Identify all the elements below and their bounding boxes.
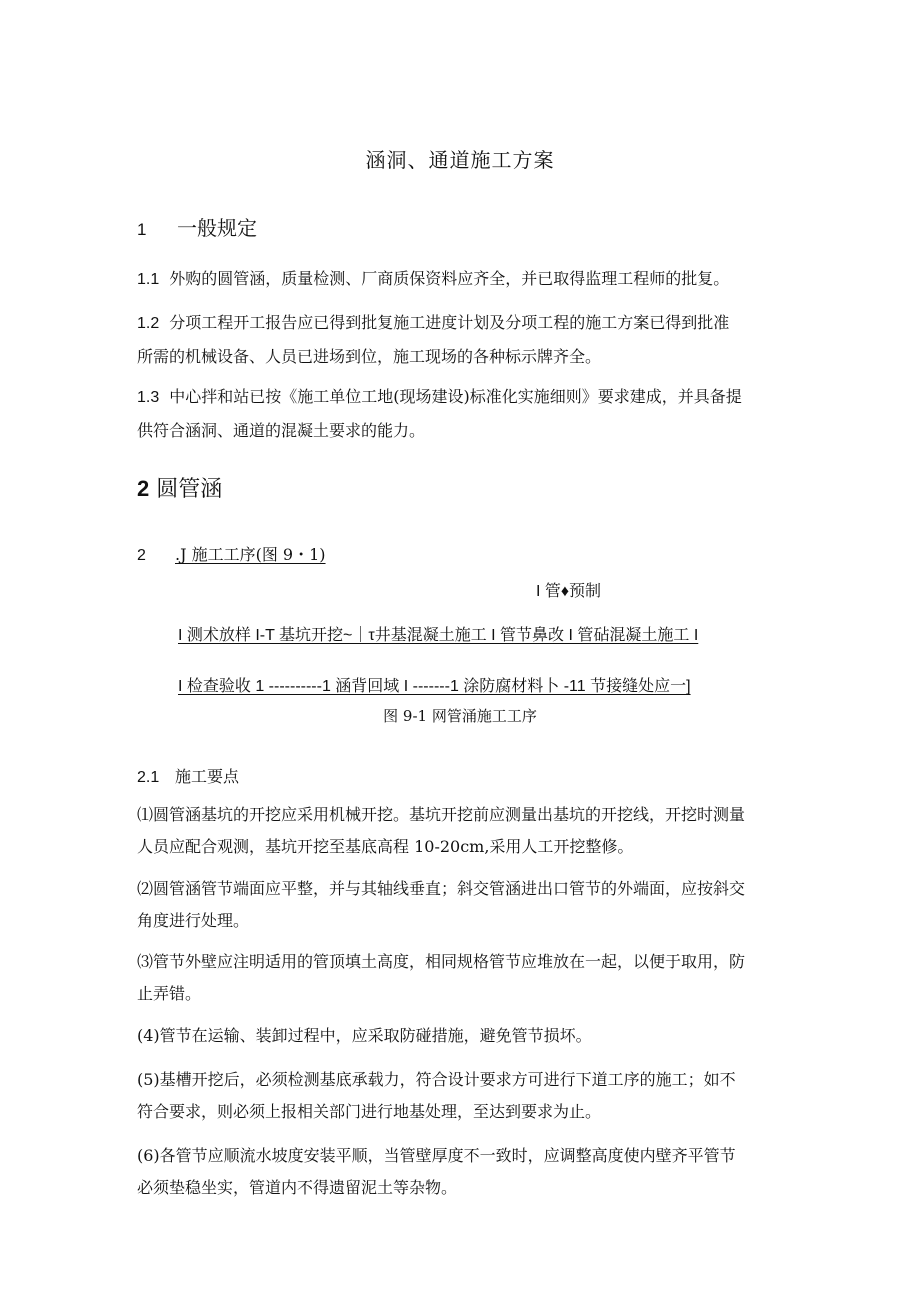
item-1-3-number: 1.3 <box>137 389 160 406</box>
item-1-1-text: 外购的圆管涵，质量检测、厂商质保资料应齐全，并已取得监理工程师的批复。 <box>169 269 730 288</box>
section1-number: 1 <box>137 220 147 239</box>
section2-title: 圆管涵 <box>156 477 223 502</box>
item-1-2 <box>137 306 729 373</box>
point-6-line1: (6)各管节应顺流水坡度安装平顺，当管壁厚度不一致时，应调整高度使内壁齐平管节 <box>137 1146 736 1165</box>
item-1-2-line1: 分项工程开工报告应已得到批复施工进度计划及分项工程的施工方案已得到批准 <box>169 313 730 332</box>
point-3-line1: ⑶管节外壁应注明适用的管顶填土高度，相同规格管节应堆放在一起，以便于取用，防 <box>137 952 746 971</box>
point-5 <box>137 1064 736 1128</box>
point-6-line2: 必须垫稳坐实，管道内不得遗留泥土等杂物。 <box>137 1178 458 1197</box>
section2-number: 2 <box>137 476 150 501</box>
point-2 <box>137 873 745 937</box>
point-1-line2: 人员应配合观测，基坑开挖至基底高程 10-20cm,采用人工开挖整修。 <box>137 837 634 856</box>
item-1-3 <box>137 380 742 447</box>
flow-precast-node: I 管♦预制 <box>536 583 602 600</box>
item-1-3-line1: 中心拌和站已按《施工单位工地(现场建设)标准化实施细则》要求建成，并具备提 <box>169 387 742 406</box>
point-5-line2: 符合要求，则必须上报相关部门进行地基处理，至达到要求为止。 <box>137 1102 602 1121</box>
subsection-2-0-heading <box>137 542 326 565</box>
subsection-2-1-title: 施工要点 <box>175 767 240 786</box>
subsection-2-1-heading <box>137 764 239 787</box>
item-1-2-line2: 所需的机械设备、人员已进场到位，施工现场的各种标示牌齐全。 <box>137 347 602 366</box>
point-3-line2: 止弄错。 <box>137 984 202 1003</box>
section1-heading <box>137 212 257 241</box>
point-5-line1: (5)基槽开挖后，必须检测基底承载力，符合设计要求方可进行下道工序的施工；如不 <box>137 1070 736 1089</box>
point-4-line1: (4)管节在运输、装卸过程中，应采取防碰措施，避免管节损坏。 <box>137 1026 592 1045</box>
item-1-3-line2: 供符合涵洞、通道的混凝土要求的能力。 <box>137 421 426 440</box>
document-title: 涵洞、通道施工方案 <box>365 148 555 172</box>
item-1-1 <box>137 262 729 296</box>
subsection-2-0-label: .J 施工工序(图 9・1) <box>175 545 326 564</box>
figure-caption: 图 9-1 网管涌施工工序 <box>383 707 537 725</box>
point-3 <box>137 946 745 1010</box>
subsection-2-0-number: 2 <box>137 547 146 564</box>
point-1-line1: ⑴圆管涵基坑的开挖应采用机械开挖。基坑开挖前应测量出基坑的开挖线，开挖时测量 <box>137 805 746 824</box>
point-1 <box>137 799 745 863</box>
point-4 <box>137 1020 592 1052</box>
point-2-line2: 角度进行处理。 <box>137 911 250 930</box>
item-1-2-number: 1.2 <box>137 315 160 332</box>
flow-row-1: I 测术放样 I-T 基坑开挖~｜τ井基混凝土施工 I 管节鼻改 I 管砧混凝土施工 I <box>178 627 699 644</box>
subsection-2-1-number: 2.1 <box>137 769 160 786</box>
section1-title: 一般规定 <box>177 216 257 240</box>
point-2-line1: ⑵圆管涵管节端面应平整，并与其轴线垂直；斜交管涵进出口管节的外端面，应按斜交 <box>137 879 746 898</box>
item-1-1-number: 1.1 <box>137 271 160 288</box>
flow-row-2: I 检查验收 1 ----------1 涵背回域 I -------1 涂防腐材料卜 -11 节接缝处应一] <box>178 678 691 695</box>
point-6 <box>137 1140 736 1204</box>
section2-heading <box>137 472 222 503</box>
